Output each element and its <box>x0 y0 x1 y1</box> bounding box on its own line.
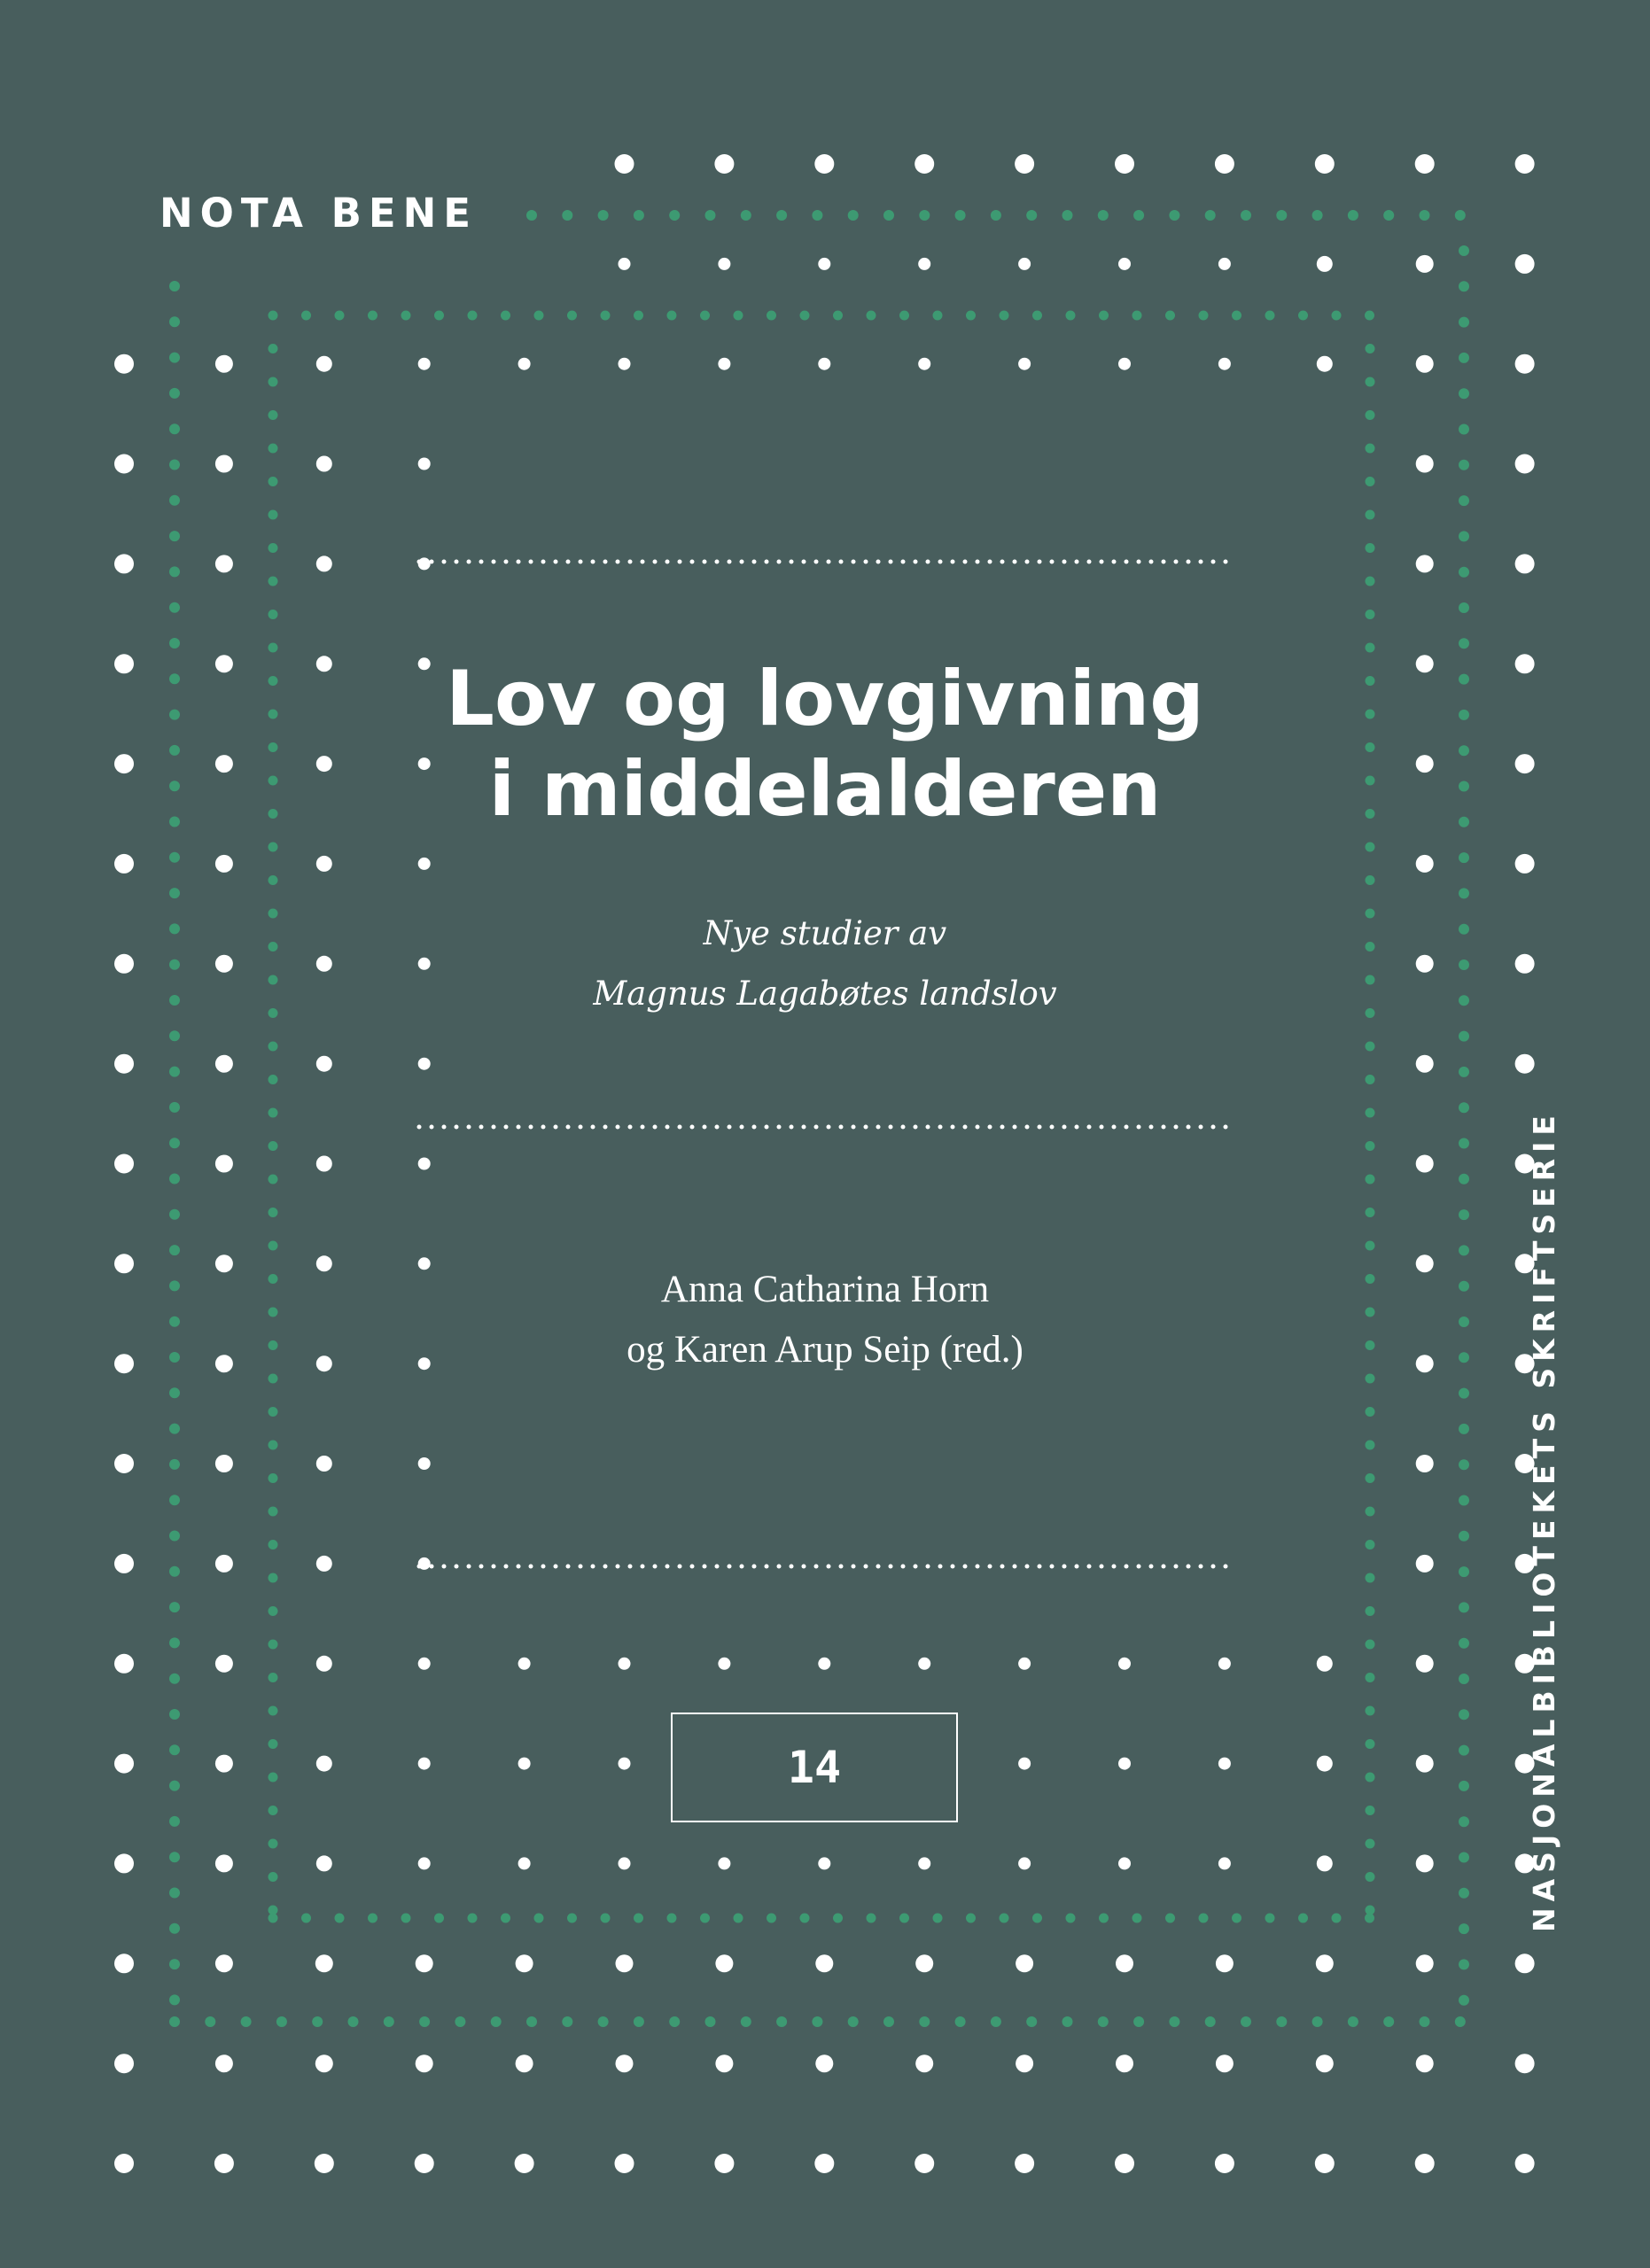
book-title-line-1: Lov og lovgivning <box>446 655 1204 743</box>
book-subtitle-line-2: Magnus Lagabøtes landslov <box>593 975 1057 1013</box>
series-title: NOTA BENE <box>160 190 479 237</box>
volume-number: 14 <box>787 1742 842 1793</box>
book-editors <box>354 1260 1296 1380</box>
book-editors-line-1: Anna Catharina Horn <box>660 1269 990 1310</box>
series-side-label <box>1526 1061 1561 1979</box>
book-title-line-2: i middelalderen <box>488 745 1162 834</box>
book-subtitle-line-1: Nye studier av <box>703 914 947 952</box>
book-title <box>354 654 1296 835</box>
book-subtitle <box>354 904 1296 1024</box>
volume-number-box <box>671 1713 958 1822</box>
series-side-text: NASJONALBIBLIOTEKETS SKRIFTSERIE <box>1526 1108 1561 1932</box>
book-editors-line-2: og Karen Arup Seip (red.) <box>627 1329 1023 1371</box>
